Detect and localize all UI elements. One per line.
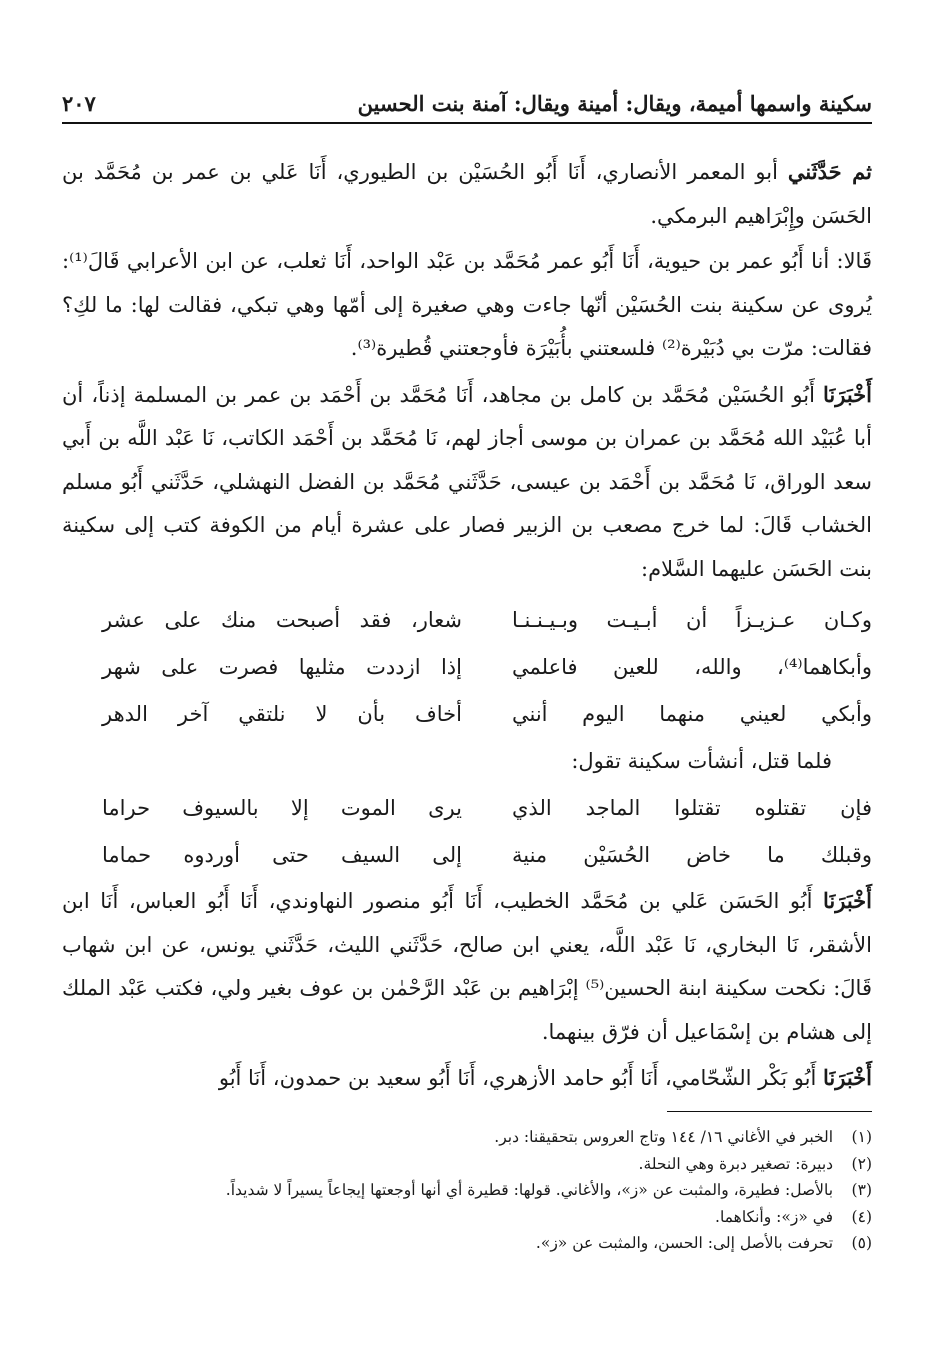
footnote-text: في «ز»: وأنكاهما.: [715, 1207, 834, 1226]
paragraph-5: [62, 1056, 872, 1101]
footnote-text: بالأصل: فطيرة، والمثبت عن «ز»، والأغاني. قولها: قطيرة أي أنها أوجعتها إيجاعاً يسيراً لا شديداً.: [225, 1181, 834, 1199]
footnotes: [62, 1124, 872, 1257]
footnote-number: (١): [851, 1128, 872, 1146]
paragraph-lead: ثم حَدَّثَني: [787, 159, 872, 184]
footnote: [62, 1151, 872, 1178]
paragraph-lead: أَخْبَرَنَا: [823, 381, 872, 407]
verse-first-hemistich: وكـان عـزيـزاً أن أبـيـت وبـيـنـنـا: [512, 608, 872, 632]
footnote-number: (٥): [851, 1234, 872, 1252]
paragraph-2: [62, 240, 872, 371]
footnote: [62, 1177, 872, 1204]
verse-first-hemistich: وقبلك ما خاض الحُسَيْن منية: [512, 843, 872, 867]
verse-line: [62, 691, 872, 738]
footnote: [62, 1230, 872, 1257]
paragraph-3: [62, 373, 872, 592]
footnote: [62, 1204, 872, 1231]
verse-second-hemistich: إلى السيف حتى أوردوه حماما: [102, 843, 462, 867]
footnote-text: دبيرة: تصغير دبرة وهي النحلة.: [638, 1154, 834, 1173]
main-text: [62, 150, 872, 1101]
running-title: سكينة واسمها أميمة، ويقال: أمينة ويقال: آمنة بنت الحسين: [357, 91, 872, 116]
paragraph-4: [62, 879, 872, 1054]
paragraph-lead: أَخْبَرَنَا: [823, 1065, 872, 1090]
footnote-number: (٢): [851, 1154, 872, 1173]
header-rule: [62, 122, 872, 124]
verse-second-hemistich: يرى الموت إلا بالسيوف حراما: [102, 796, 462, 820]
footnote: [62, 1124, 872, 1151]
footnote-text: تحرفت بالأصل إلى: الحسن، والمثبت عن «ز».: [535, 1234, 834, 1252]
verse-first-hemistich: فإن تقتلوه تقتلوا الماجد الذي: [512, 796, 872, 820]
verse-second-hemistich: أخاف بأن لا نلتقي آخر الدهر: [102, 702, 462, 726]
paragraph-lead: أَخْبَرَنَا: [823, 888, 872, 913]
footnote-text: الخبر في الأغاني ١٦/ ١٤٤ وتاج العروس بتحقيقنا: دبر.: [494, 1128, 834, 1146]
poem-1: [62, 597, 872, 738]
verse-first-hemistich: وأبكاهما⁽⁴⁾، والله، للعين فاعلمي: [512, 655, 872, 679]
paragraph-body: أبو المعمر الأنصاري، أَنَا أَبُو الحُسَيْن بن الطيوري، أَنَا عَلي بن عمر بن مُحَمَّد بن الحَسَن وإِبْرَاهيم البرمكي.: [62, 160, 872, 228]
paragraph-body: قَالا: أنا أَبُو عمر بن حيوية، أَنَا أَبُو عمر مُحَمَّد بن عَبْد الواحد، أَنَا ثعلب، عن ابن الأعرابي قَالَ⁽¹⁾: يُروى عن سكينة بنت الحُسَيْن أنّها جاءت وهي صغيرة إلى أمّها وهي تبكي، فقالت لها: ما لكِ؟ فقالت: مرّت بي دُبَيْرة⁽²⁾ فلسعتني بأُبَيْرَة فأوجعتني قُطيرة⁽³⁾.: [62, 249, 872, 360]
running-head: [62, 82, 872, 116]
verse-line: [62, 597, 872, 644]
verse-line: [62, 785, 872, 832]
verse-line: [62, 644, 872, 691]
poem-2: [62, 785, 872, 879]
verse-second-hemistich: إذا ازددت مثليها فصرت على شهر: [102, 655, 462, 679]
paragraph-body: أَبُو الحُسَيْن مُحَمَّد بن كامل بن مجاهد، أَنَا مُحَمَّد بن أَحْمَد بن عمر بن المسلمة إذناً، أن أبا عُبَيْد الله مُحَمَّد بن عمران بن موسى أجاز لهم، نَا مُحَمَّد بن أَحْمَد الكاتب، نَا عَبْد اللَّه بن أَبي سعد الوراق، نَا مُحَمَّد بن أَحْمَد بن عيسى، حَدَّثَني مُحَمَّد بن الفضل النهشلي، حَدَّثَني أَبُو مسلم الخشاب قَالَ: لما خرج مصعب بن الزبير فصار على عشرة أيام من الكوفة كتب إلى سكينة بنت الحَسَن عليهما السَّلام:: [62, 382, 872, 581]
paragraph-body: أَبُو الحَسَن عَلي بن مُحَمَّد الخطيب، أَنَا أَبُو منصور النهاوندي، أَنَا أَبُو العباس، أَنَا ابن الأشقر، نَا البخاري، نَا عَبْد اللَّه، يعني ابن صالح، حَدَّثَني الليث، حَدَّثَني يونس، عن ابن شهاب قَالَ: نكحت سكينة ابنة الحسين⁽⁵⁾ إبْرَاهيم بن عَبْد الرَّحْمٰن بن عوف بغير ولي، فكتب عَبْد الملك إلى هشام بن إسْمَاعيل أن فرّق بينهما.: [62, 889, 872, 1044]
verse-first-hemistich: وأبكي لعيني منهما اليوم أنني: [512, 702, 872, 726]
page-number: ٢٠٧: [62, 91, 96, 116]
paragraph-body: أَبُو بَكْر الشّحّامي، أَنَا أَبُو حامد الأزهري، أَنَا أَبُو سعيد بن حمدون، أَنَا أَبُو: [218, 1066, 824, 1090]
verse-line: [62, 832, 872, 879]
footnote-number: (٤): [851, 1207, 872, 1226]
verse-intro: فلما قتل، أنشأت سكينة تقول:: [571, 749, 832, 773]
footnote-number: (٣): [851, 1181, 872, 1199]
verse-second-hemistich: شعار، فقد أصبحت منك على عشر: [102, 608, 462, 632]
paragraph-1: [62, 150, 872, 238]
footnote-rule: [667, 1111, 872, 1112]
